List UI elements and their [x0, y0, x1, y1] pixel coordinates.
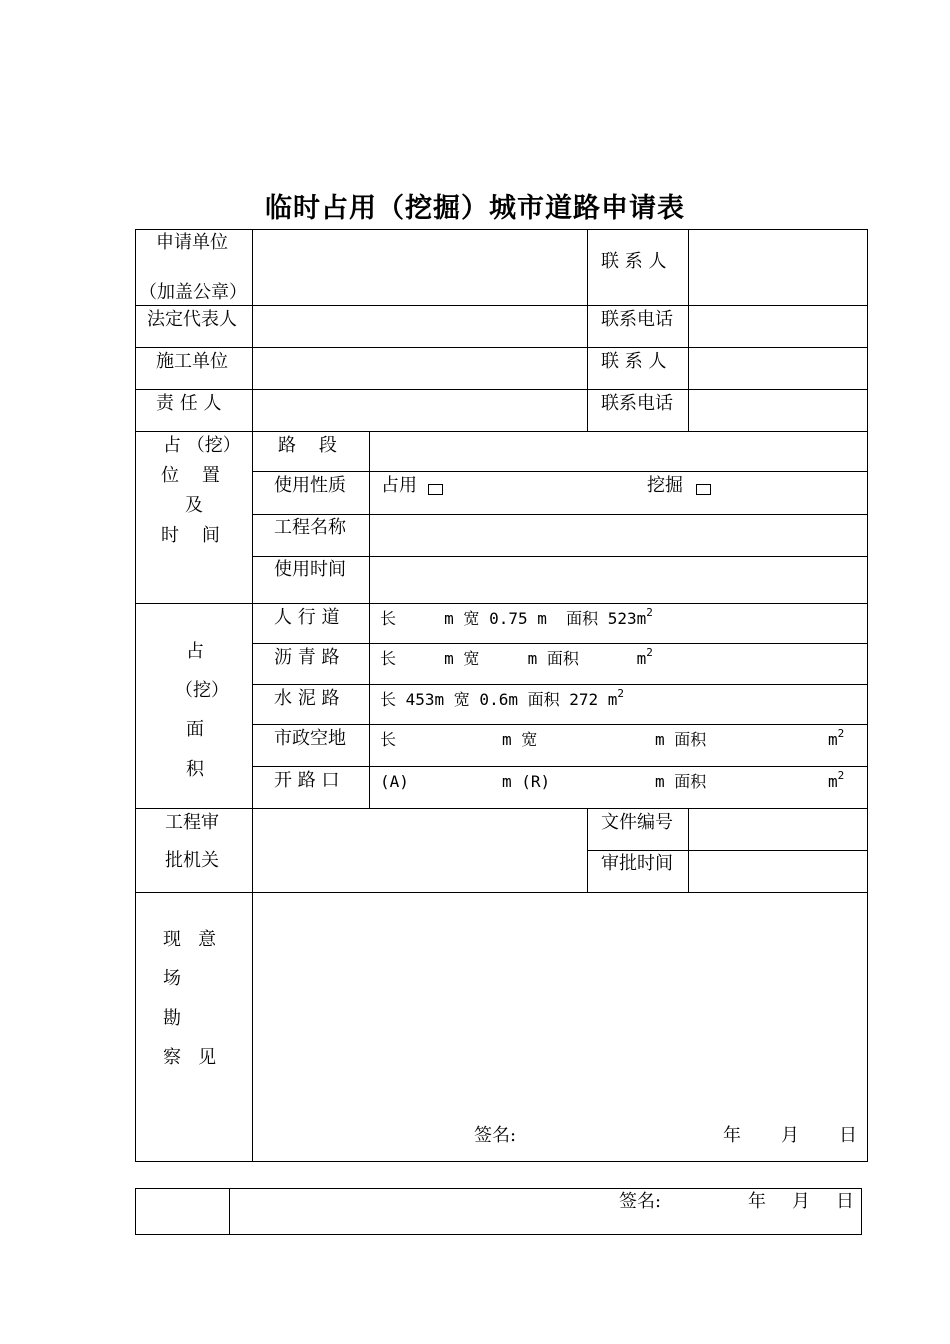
- area-label-l4: 积: [186, 759, 204, 780]
- construction-unit-label: 施工单位: [156, 351, 228, 372]
- usage-nature-label: 使用性质: [274, 475, 346, 496]
- asphalt-label: 沥 青 路: [274, 647, 340, 668]
- approval-authority-l1: 工程审: [165, 812, 219, 833]
- applicant-seal-label: （加盖公章）: [139, 282, 247, 303]
- cement-label: 水 泥 路: [274, 688, 340, 709]
- area-label-l2: （挖）: [175, 680, 229, 701]
- excavate-option-label: 挖掘: [647, 475, 683, 496]
- contact-person-label-2: 联 系 人: [601, 351, 667, 372]
- opening-label: 开 路 口: [274, 770, 340, 791]
- footer-signature: 签名:: [619, 1191, 662, 1212]
- usage-time-label: 使用时间: [274, 559, 346, 580]
- approval-authority-l2: 批机关: [165, 850, 219, 871]
- survey-label-l2: 场: [163, 968, 181, 989]
- contact-phone-label: 联系电话: [601, 309, 673, 330]
- location-label-l3: 及: [185, 495, 203, 516]
- municipal-unit: $m^2$: [828, 727, 845, 749]
- municipal-label: 市政空地: [274, 728, 346, 749]
- location-label-l2: 位 置: [161, 465, 220, 486]
- sidewalk-value: 长 m 宽 0.75 m 面积 $523m^2$: [380, 606, 653, 628]
- municipal-width: m 宽: [502, 730, 538, 749]
- page-title: 临时占用（挖掘）城市道路申请表: [265, 193, 685, 224]
- survey-signature: 签名:: [474, 1125, 517, 1146]
- survey-day: 日: [839, 1125, 857, 1146]
- contact-phone-label-2: 联系电话: [601, 393, 673, 414]
- municipal-length: 长: [380, 730, 397, 749]
- road-section-label: 路 段: [278, 435, 337, 456]
- applicant-unit-label: 申请单位: [156, 232, 228, 253]
- legal-rep-label: 法定代表人: [147, 309, 237, 330]
- survey-year: 年: [723, 1125, 741, 1146]
- municipal-area: m 面积: [655, 730, 707, 749]
- doc-number-label: 文件编号: [601, 812, 673, 833]
- footer-day: 日: [836, 1191, 854, 1212]
- excavate-checkbox[interactable]: [696, 484, 711, 495]
- location-label-l1: 占 （挖）: [163, 435, 241, 456]
- project-name-label: 工程名称: [274, 517, 346, 538]
- survey-label-l1: 现 意: [163, 929, 217, 950]
- area-label-l3: 面: [186, 719, 204, 740]
- opening-unit: $m^2$: [828, 769, 845, 791]
- opening-area: m 面积: [655, 772, 707, 791]
- footer-month: 月: [792, 1191, 810, 1212]
- asphalt-value: 长 m 宽 m 面积 $m^2$: [380, 646, 653, 668]
- footer-year: 年: [748, 1191, 766, 1212]
- survey-label-l4: 察 见: [163, 1047, 217, 1068]
- approval-time-label: 审批时间: [601, 853, 673, 874]
- location-label-l4: 时 间: [161, 525, 220, 546]
- opening-a: (A): [380, 772, 409, 791]
- sidewalk-label: 人 行 道: [274, 607, 340, 628]
- occupy-option-label: 占用: [381, 475, 417, 496]
- area-label-l1: 占: [186, 641, 204, 662]
- contact-person-label: 联 系 人: [601, 251, 667, 272]
- opening-r: m (R): [502, 772, 551, 791]
- survey-month: 月: [781, 1125, 799, 1146]
- occupy-checkbox[interactable]: [428, 484, 443, 495]
- survey-label-l3: 勘: [163, 1008, 181, 1029]
- responsible-person-label: 责 任 人: [156, 393, 222, 414]
- cement-value: 长 453m 宽 0.6m 面积 272 $m^2$: [380, 687, 625, 709]
